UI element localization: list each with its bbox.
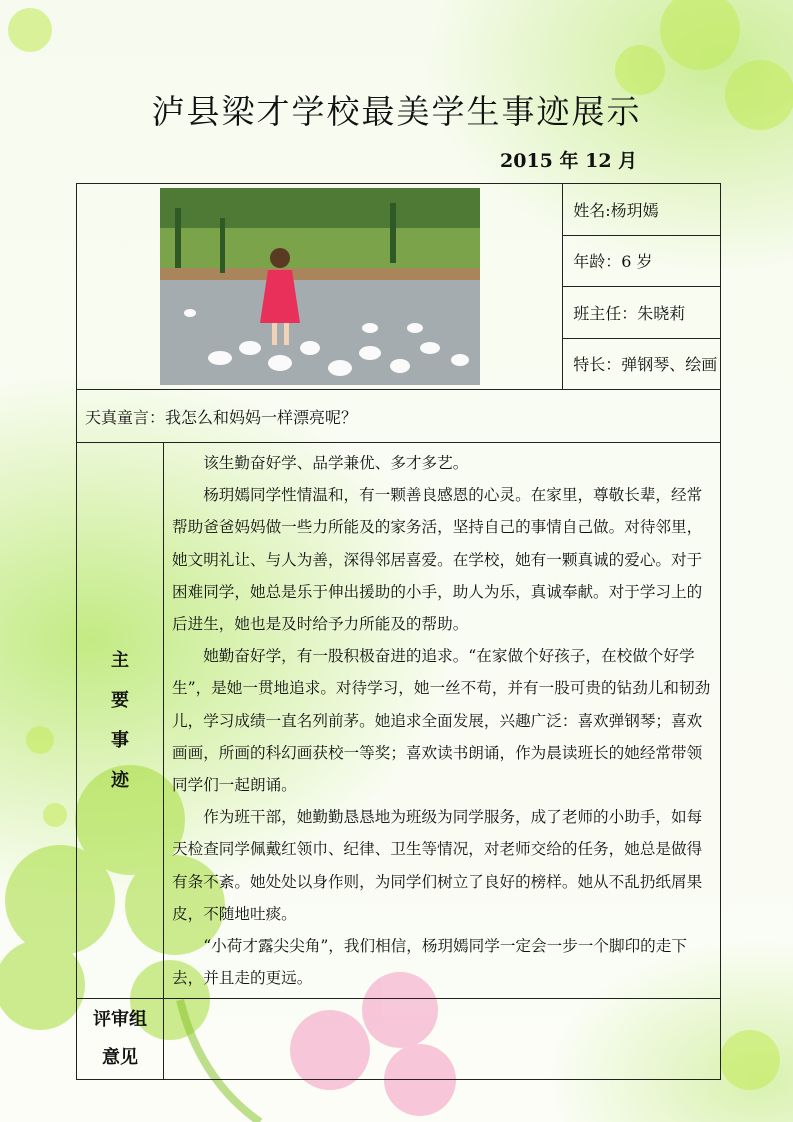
innocent-quote: 天真童言：我怎么和妈妈一样漂亮呢？: [77, 390, 721, 443]
main-deeds-label: 主 要 事 迹: [77, 443, 164, 999]
profile-table: [76, 183, 721, 1080]
student-talent: 特长：弹钢琴、绘画: [563, 338, 721, 390]
review-label: 评审组 意见: [77, 999, 164, 1080]
page-title: 泸县梁才学校最美学生事迹展示: [151, 92, 642, 131]
main-deeds-text: [164, 443, 721, 999]
photo-cell: [77, 184, 563, 390]
date-label: 2015 年 12 月: [500, 150, 638, 172]
deeds-paragraph: 作为班干部，她勤勤恳恳地为班级为同学服务，成了老师的小助手，如每天检查同学佩戴红领巾、纪律、卫生等情况，对老师交给的任务，她总是做得有条不紊。她处处以身作则，为同学们树立了良好的榜样。她从不乱扔纸屑果皮，不随地吐痰。: [172, 808, 703, 923]
head-teacher: 班主任：朱晓莉: [563, 287, 721, 339]
student-photo: [160, 188, 480, 385]
review-opinion-field[interactable]: [164, 999, 721, 1080]
student-age: 年龄：6 岁: [563, 235, 721, 287]
student-name: 姓名:杨玥嫣: [563, 184, 721, 236]
deeds-paragraph: 她勤奋好学，有一股积极奋进的追求。“在家做个好孩子，在校做个好学生”，是她一贯地追求。对待学习，她一丝不苟，并有一股可贵的钻劲儿和韧劲儿，学习成绩一直名列前茅。她追求全面发展，兴趣广泛：喜欢弹钢琴；喜欢画画，所画的科幻画获校一等奖；喜欢读书朗诵，作为晨读班长的她经常带领同学们一起朗诵。: [172, 647, 711, 795]
deeds-paragraph: “小荷才露尖尖角”，我们相信，杨玥嫣同学一定会一步一个脚印的走下去，并且走的更远。: [172, 937, 687, 988]
deeds-paragraph: 杨玥嫣同学性情温和，有一颗善良感恩的心灵。在家里，尊敬长辈，经常帮助爸爸妈妈做一些力所能及的家务活，坚持自己的事情自己做。对待邻里，她文明礼让、与人为善，深得邻居喜爱。在学校，她有一颗真诚的爱心。对于困难同学，她总是乐于伸出援助的小手，助人为乐，真诚奉献。对于学习上的后进生，她也是及时给予力所能及的帮助。: [172, 486, 703, 634]
deeds-paragraph: 该生勤奋好学、品学兼优、多才多艺。: [203, 454, 469, 472]
